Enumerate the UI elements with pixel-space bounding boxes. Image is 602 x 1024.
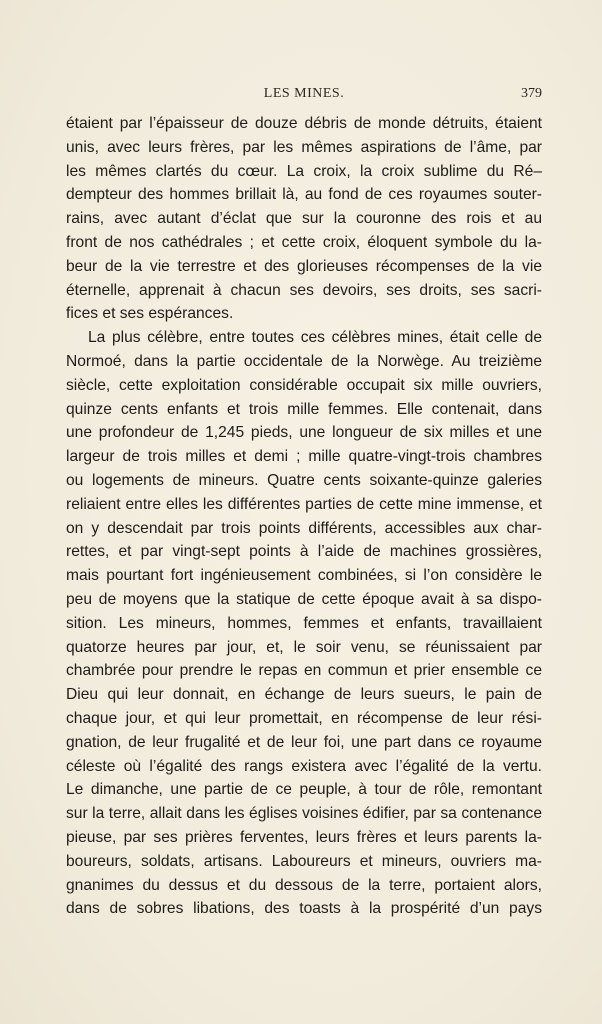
text-line: gnanimes du dessus et du dessous de la terre, portaient alors, <box>66 876 542 894</box>
text-line: siècle, cette exploitation considérable occupait six mille ouvriers, <box>66 376 542 394</box>
text-line: quatorze heures par jour, et, le soir venu, se réunissaient par <box>66 638 542 656</box>
text-line: les mêmes clartés du cœur. La croix, la croix sublime du Ré– <box>66 162 542 180</box>
running-head: LES MINES. <box>263 86 345 101</box>
text-line: rains, avec autant d’éclat que sur la couronne des rois et au <box>66 210 542 228</box>
text-line: rettes, et par vingt-sept points à l’aide de machines grossières, <box>66 543 542 561</box>
text-line: unis, avec leurs frères, par les mêmes aspirations de l’âme, par <box>66 138 542 156</box>
text-line: éternelle, apprenait à chacun ses devoirs, ses droits, ses sacri- <box>66 281 542 299</box>
text-line: sur la terre, allait dans les églises voisines édifier, par sa contenance <box>66 805 542 823</box>
text-line: largeur de trois milles et demi ; mille quatre-vingt-trois chambres <box>66 448 542 466</box>
text-line: reliaient entre elles les différentes parties de cette mine immense, et <box>66 495 542 513</box>
text-line: pieuse, par ses prières ferventes, leurs frères et leurs parents la- <box>66 828 542 846</box>
text-line: sition. Les mineurs, hommes, femmes et enfants, travaillaient <box>66 614 542 632</box>
text-line: peu de moyens que la statique de cette époque avait à sa dispo- <box>66 590 542 608</box>
text-line: ou logements de mineurs. Quatre cents soixante-quinze galeries <box>66 471 542 489</box>
text-line: mais pourtant fort ingénieusement combinées, si l’on considère le <box>66 567 542 585</box>
text-line: étaient par l’épaisseur de douze débris de monde détruits, étaient <box>66 115 542 132</box>
text-line: boureurs, soldats, artisans. Laboureurs et mineurs, ouvriers ma- <box>66 852 542 870</box>
text-line: fices et ses espérances. <box>66 305 234 323</box>
page-number: 379 <box>521 86 542 101</box>
text-line: beur de la vie terrestre et des glorieuses récompenses de la vie <box>66 257 542 275</box>
text-line: Normoé, dans la partie occidentale de la Norwège. Au treizième <box>66 352 542 370</box>
text-line: quinze cents enfants et trois mille femmes. Elle contenait, dans <box>66 400 542 418</box>
text-line: gnation, de leur frugalité et de leur foi, une part dans ce royaume <box>66 733 542 751</box>
text-line: céleste où l’égalité des rangs existera avec l’égalité de la vertu. <box>66 757 542 775</box>
text-line: front de nos cathédrales ; et cette croix, éloquent symbole du la- <box>66 233 542 251</box>
text-line: on y descendait par trois points différents, accessibles aux char- <box>66 519 542 537</box>
text-line: Le dimanche, une partie de ce peuple, à tour de rôle, remontant <box>66 781 542 799</box>
text-line: La plus célèbre, entre toutes ces célèbres mines, était celle de <box>88 329 542 347</box>
page-header <box>66 86 542 106</box>
text-line: dempteur des hommes brillait là, au fond de ces royaumes souter- <box>66 186 542 204</box>
body-text <box>66 112 542 921</box>
text-line: Dieu qui leur donnait, en échange de leurs sueurs, le pain de <box>66 686 542 704</box>
text-line: chambrée pour prendre le repas en commun et prier ensemble ce <box>66 662 542 680</box>
text-line: dans de sobres libations, des toasts à la prospérité d’un pays <box>66 900 542 918</box>
text-line: une profondeur de 1,245 pieds, une longueur de six milles et une <box>66 424 542 442</box>
text-line: chaque jour, et qui leur promettait, en récompense de leur rési- <box>66 709 542 727</box>
